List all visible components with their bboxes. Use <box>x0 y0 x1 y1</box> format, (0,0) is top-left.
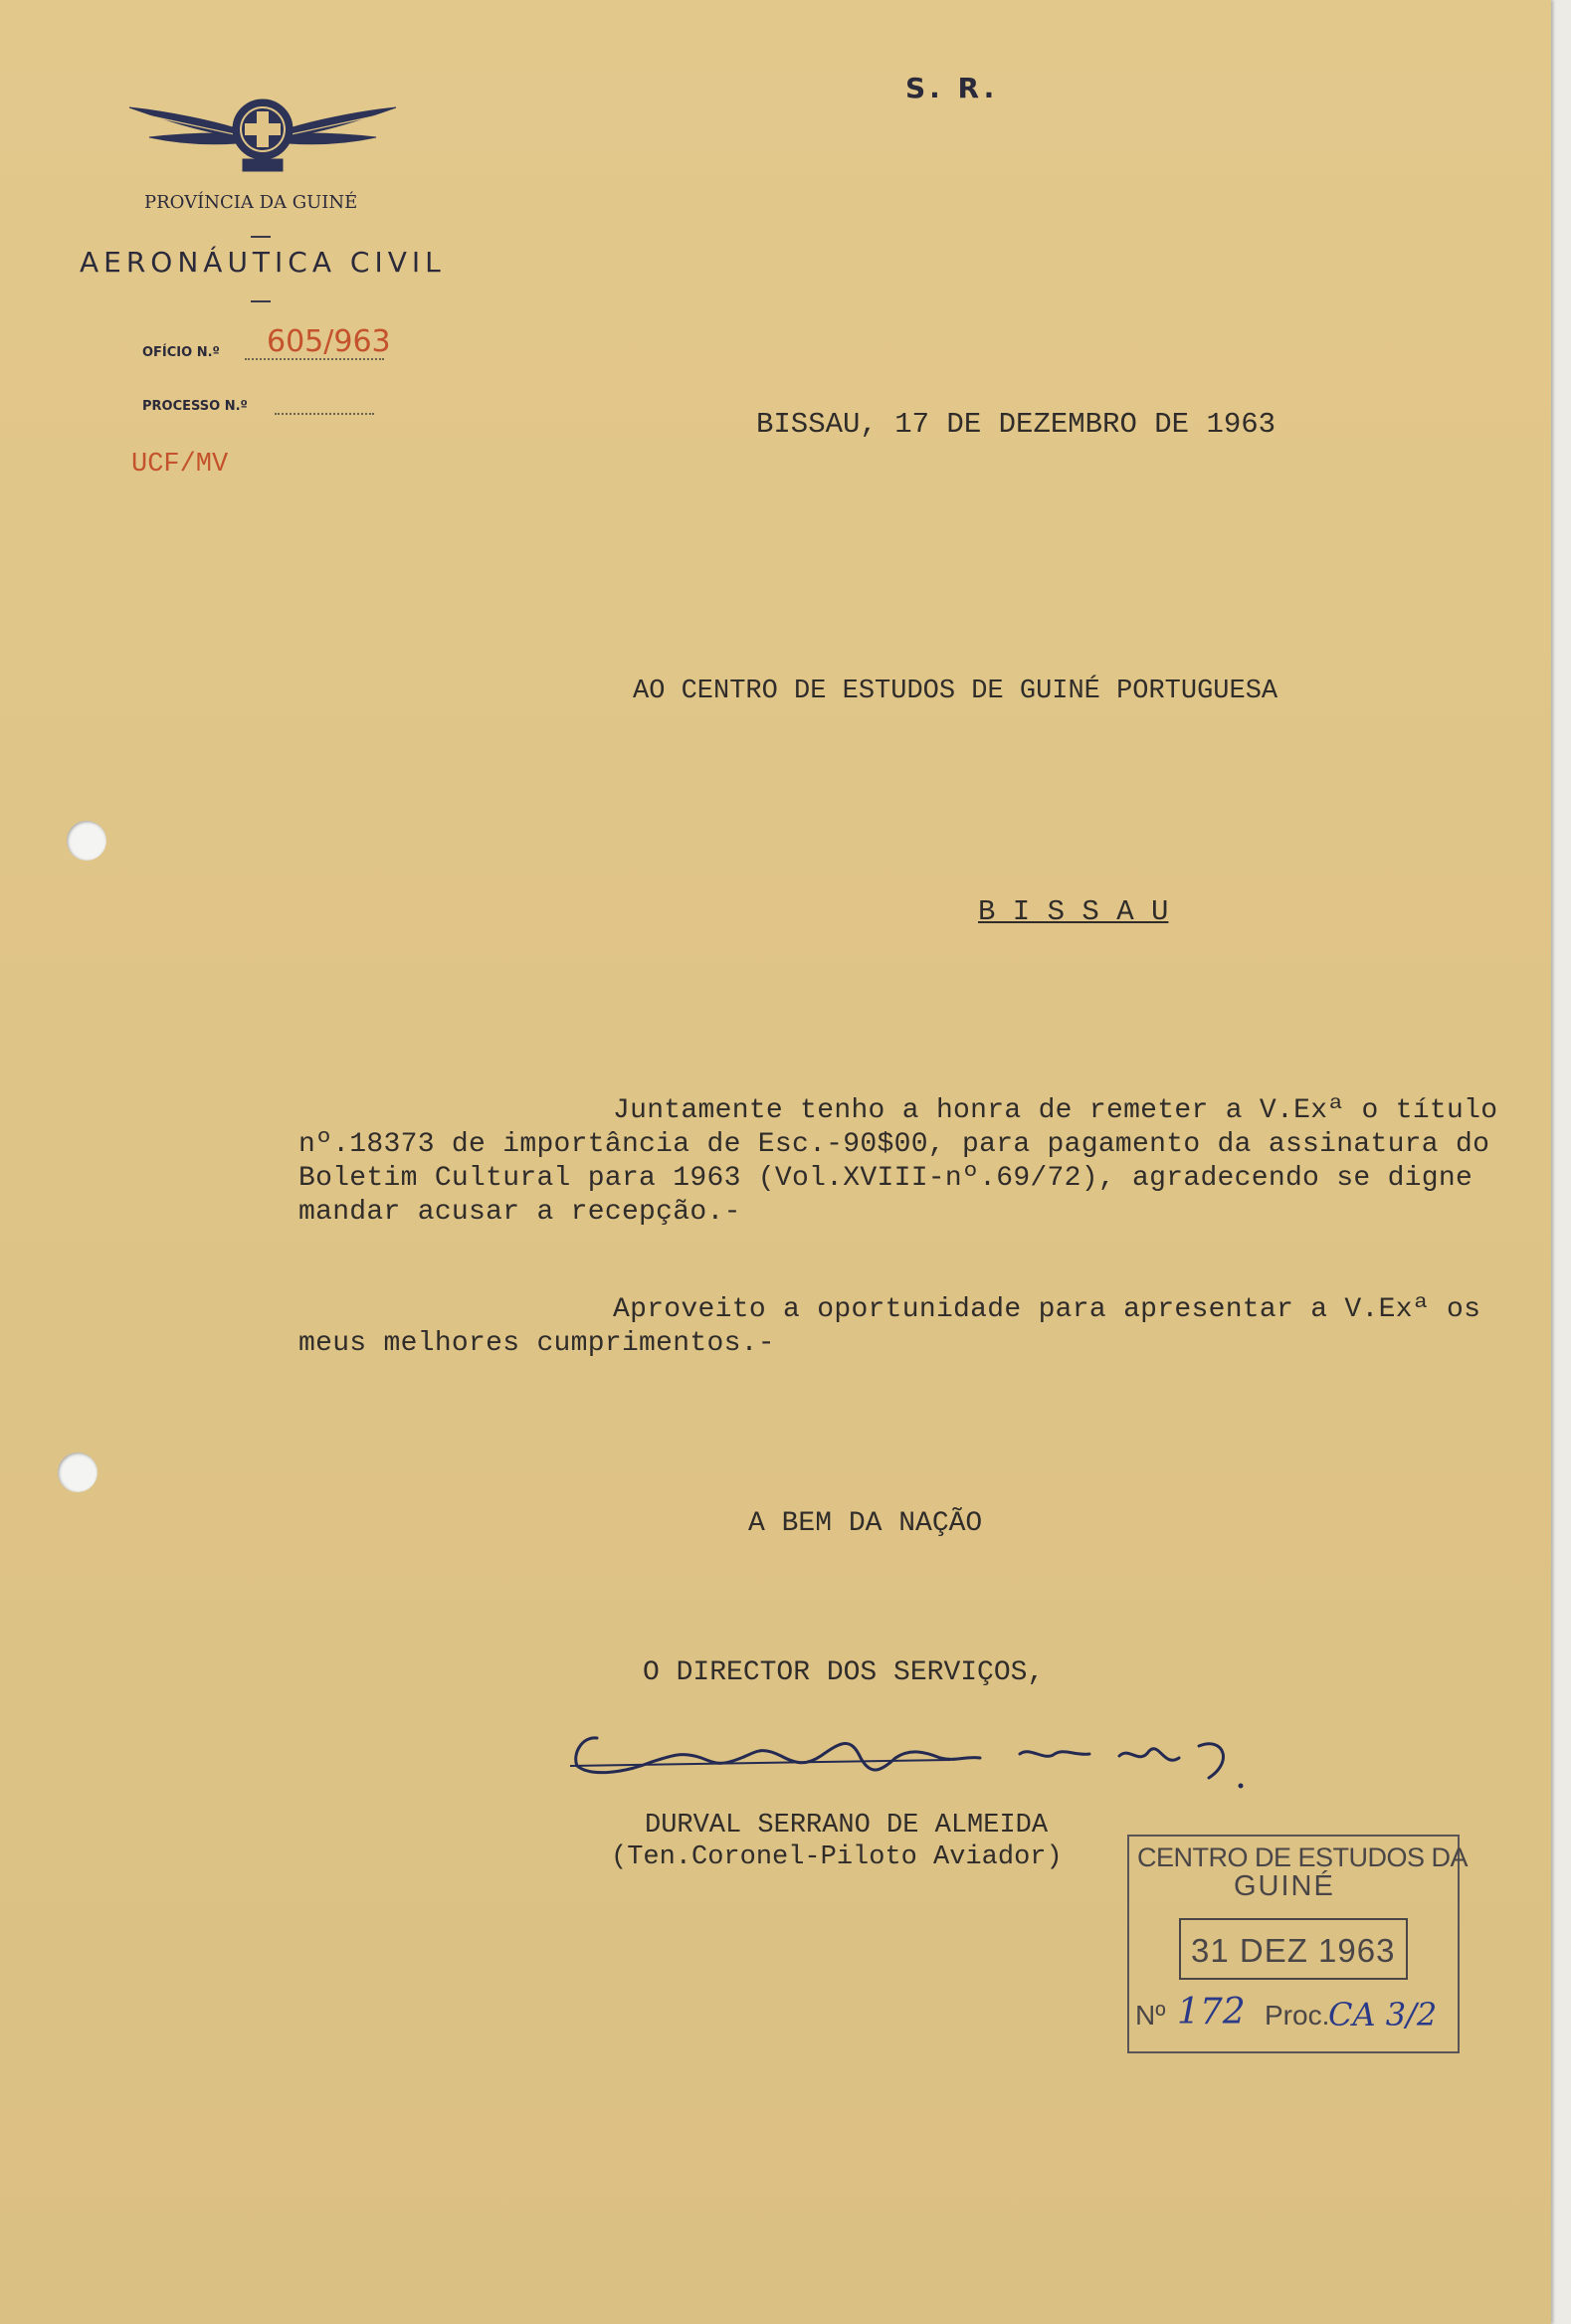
signatory-title: O DIRECTOR DOS SERVIÇOS, <box>643 1657 1045 1688</box>
stamp-date-box <box>1179 1918 1408 1980</box>
recipient-line: AO CENTRO DE ESTUDOS DE GUINÉ PORTUGUESA <box>633 677 1278 706</box>
body-line: mandar acusar a recepção.- <box>298 1197 741 1228</box>
processo-label: PROCESSO N.º <box>142 399 248 414</box>
stamp-proc-label: Proc. <box>1265 2000 1330 2031</box>
reference-code: UCF/MV <box>131 450 229 480</box>
oficio-number-value: 605/963 <box>267 324 391 359</box>
signatory-rank: (Ten.Coronel-Piloto Aviador) <box>611 1842 1063 1872</box>
signatory-name: DURVAL SERRANO DE ALMEIDA <box>645 1811 1049 1840</box>
stamp-line-1: CENTRO DE ESTUDOS DA <box>1137 1842 1469 1872</box>
date-line: BISSAU, 17 DE DEZEMBRO DE 1963 <box>756 408 1276 441</box>
body-paragraph-1 <box>298 1094 1522 1230</box>
punch-hole-top <box>67 821 106 861</box>
sr-classification: S. R. <box>905 72 999 104</box>
oficio-label: OFÍCIO N.º <box>142 345 220 360</box>
receipt-stamp <box>1127 1835 1469 2053</box>
recipient-city: B I S S A U <box>978 895 1169 928</box>
closing-salutation: A BEM DA NAÇÃO <box>748 1508 983 1539</box>
stamp-number-label: Nº <box>1135 2000 1166 2031</box>
processo-dotted-line <box>275 413 374 415</box>
body-line: Boletim Cultural para 1963 (Vol.XVIII-nº.69/72), agradecendo se digne <box>298 1163 1473 1194</box>
body-line: Juntamente tenho a honra de remeter a V.Exª o título <box>613 1095 1498 1126</box>
oficio-number <box>267 324 391 359</box>
stamp-number-value: 172 <box>1177 1992 1246 2033</box>
divider <box>251 236 271 238</box>
punch-hole-bottom <box>58 1452 98 1492</box>
handwritten-signature <box>552 1706 1269 1796</box>
stamp-date: 31 DEZ 1963 <box>1191 1932 1396 1969</box>
province-heading: PROVÍNCIA DA GUINÉ <box>144 192 358 213</box>
divider <box>251 300 271 302</box>
body-line: meus melhores cumprimentos.- <box>298 1328 775 1359</box>
department-heading: AERONÁUTICA CIVIL <box>80 246 446 279</box>
body-line: nº.18373 de importância de Esc.-90$00, para pagamento da assinatura do <box>298 1129 1490 1160</box>
stamp-proc-value: CA 3/2 <box>1328 1996 1438 2034</box>
stamp-line-2: GUINÉ <box>1234 1870 1335 1902</box>
body-paragraph-2 <box>298 1293 1522 1361</box>
body-line: Aproveito a oportunidade para apresentar a V.Exª os <box>613 1294 1481 1325</box>
winged-cross-emblem <box>127 92 398 177</box>
